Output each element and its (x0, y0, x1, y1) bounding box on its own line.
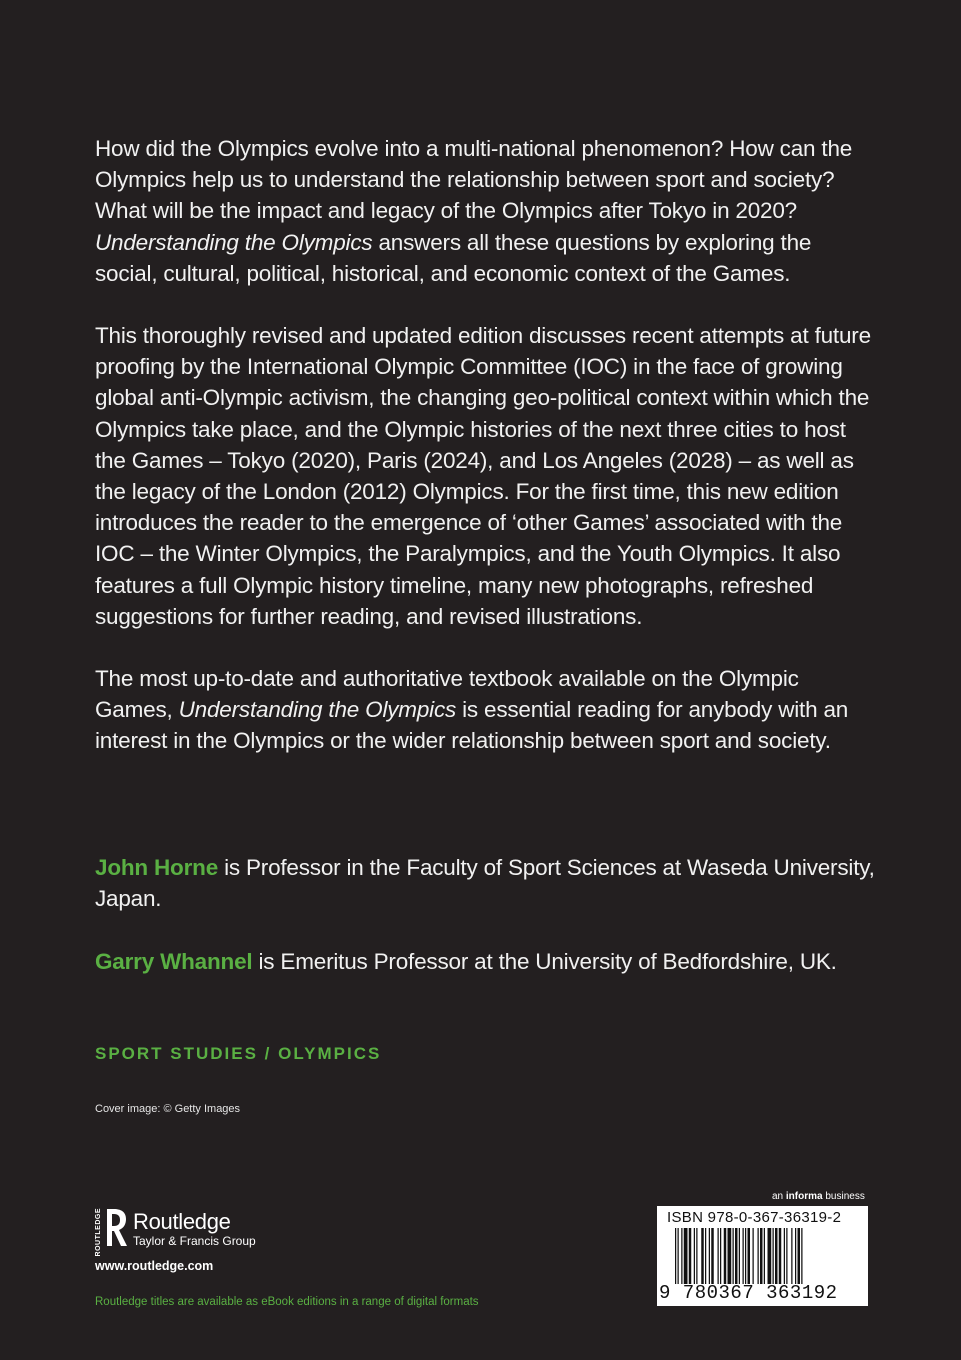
barcode-bars (675, 1228, 855, 1288)
barcode-bar (798, 1228, 801, 1284)
blurb-paragraph-1: How did the Olympics evolve into a multi-national phenomenon? How can the Olympics help us to understand the relationship between sport and society? What will be the impact and legacy of the Olympics after Tokyo in 2020? Understanding the Olympics answers all these questions by exploring the social, cultural, political, historical, and economic context of the Games. (95, 136, 853, 286)
barcode-bar (694, 1228, 695, 1284)
cover-credit: Cover image: © Getty Images (95, 1103, 241, 1115)
ebook-note: Routledge titles are available as eBook editions in a range of digital formats (95, 1296, 479, 1308)
barcode-bar (753, 1228, 754, 1284)
isbn-barcode (657, 1206, 868, 1306)
barcode-bar (764, 1228, 765, 1284)
barcode-bar (801, 1228, 802, 1284)
author-bio-john-horne: John Horne is Professor in the Faculty of Sport Sciences at Waseda University, Japan. (95, 855, 875, 912)
publisher-logo (95, 1206, 256, 1257)
barcode-bar (728, 1228, 732, 1284)
routledge-r-logo-icon: ROUTLEDGE (95, 1206, 127, 1252)
barcode-bar (775, 1228, 778, 1284)
subject-category: SPORT STUDIES / OLYMPICS (95, 1044, 382, 1063)
barcode-bar (786, 1228, 787, 1284)
barcode-bar (733, 1228, 734, 1284)
barcode-bar (720, 1228, 721, 1284)
barcode-bar (681, 1228, 682, 1284)
book-title-italic: Understanding the Olympics (95, 229, 373, 255)
barcode-bar (684, 1228, 688, 1284)
publisher-url[interactable]: www.routledge.com (95, 1259, 214, 1273)
barcode-bar (678, 1228, 679, 1284)
barcode-bar (784, 1228, 785, 1284)
barcode-bar (745, 1228, 746, 1284)
barcode-bar (735, 1228, 738, 1284)
blurb-paragraph-2: This thoroughly revised and updated edition discusses recent attempts at future proofing by the International Olympic Committee (IOC) in the face of growing global anti-Olympic activism, the changing geo-political context within which the Olympics take place, and the Olympic histories of the next three cities to host the Games – Tokyo (2020), Paris (2024), and Los Angeles (2028) – as well as the legacy of the London (2012) Olympics. For the first time, this new edition introduces the reader to the emergence of ‘other Games’ associated with the IOC – the Winter Olympics, the Paralympics, and the Youth Olympics. It also features a full Olympic history timeline, many new photographs, refreshed suggestions for further reading, and revised illustrations. (95, 323, 871, 629)
barcode-bar (791, 1228, 792, 1284)
barcode-bar (709, 1228, 710, 1284)
author-name: John Horne (95, 855, 219, 880)
barcode-bar (795, 1228, 796, 1284)
barcode-bar (675, 1228, 676, 1284)
barcode-bar (773, 1228, 774, 1284)
isbn-label: ISBN 978-0-367-36319-2 (667, 1209, 842, 1226)
barcode-bar (701, 1228, 704, 1284)
author-bio-garry-whannel: Garry Whannel is Emeritus Professor at the University of Bedfordshire, UK. (95, 949, 837, 974)
barcode-bar (758, 1228, 759, 1284)
publisher-group: Taylor & Francis Group (133, 1234, 256, 1248)
blurb-paragraph-3: The most up-to-date and authoritative textbook available on the Olympic Games, Understanding the Olympics is essential reading for anybody with an interest in the Olympics or the wider relationship between sport and society. (95, 666, 849, 754)
barcode-digits: 9 780367 363192 (659, 1282, 838, 1304)
barcode-bar (724, 1228, 727, 1284)
barcode-bar (689, 1228, 692, 1284)
barcode-bar (743, 1228, 744, 1284)
blurb (95, 133, 875, 788)
informa-business-label: an informa business (772, 1191, 865, 1202)
barcode-bar (711, 1228, 714, 1284)
barcode-bar (705, 1228, 706, 1284)
barcode-bar (739, 1228, 740, 1284)
barcode-bar (718, 1228, 719, 1284)
barcode-bar (768, 1228, 772, 1284)
barcode-bar (696, 1228, 697, 1284)
barcode-bar (779, 1228, 782, 1284)
barcode-bar (748, 1228, 751, 1284)
author-name: Garry Whannel (95, 949, 253, 974)
barcode-bar (760, 1228, 763, 1284)
publisher-name: Routledge (133, 1209, 231, 1234)
book-title-italic: Understanding the Olympics (178, 697, 457, 723)
